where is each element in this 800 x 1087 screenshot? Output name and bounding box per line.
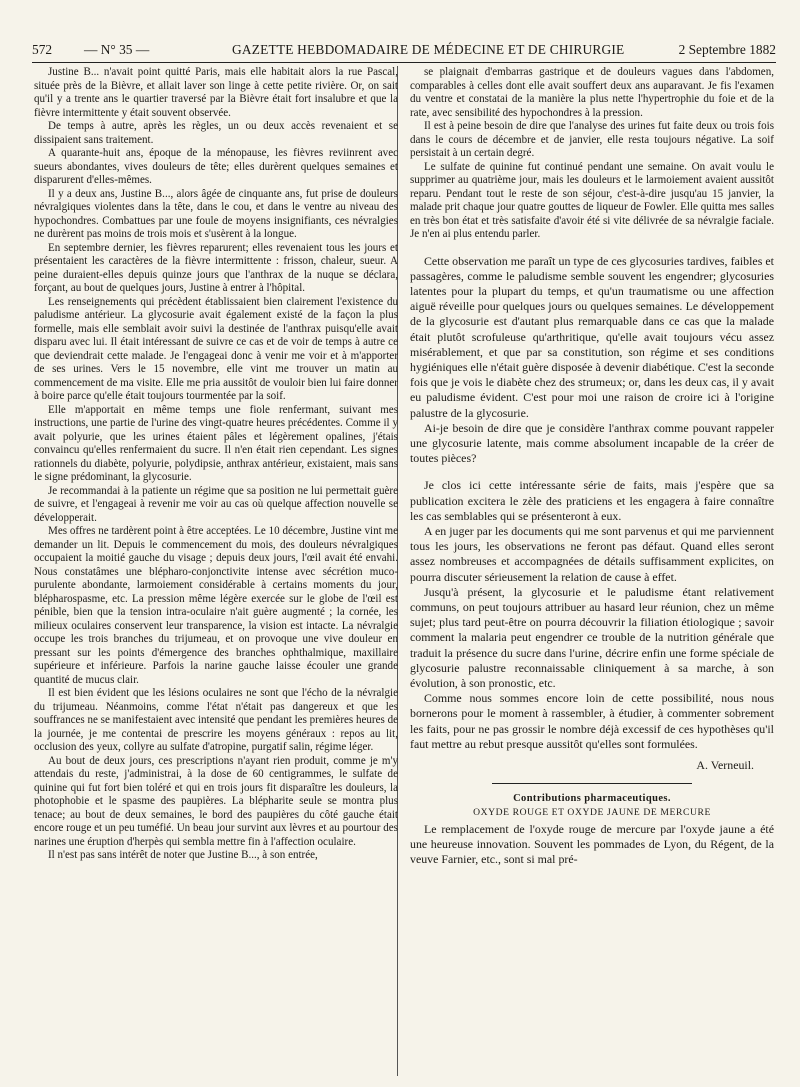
paragraph: Justine B... n'avait point quitté Paris, mais elle habitait alors la rue Pascal, située près de la Bièvre, et allait laver son linge à cette petite rivière. Or, on sait qu'il y a trente ans le quartier traversé par la Bièvre était fort insalubre et que la fièvre intermittente y était souvent observée.: [34, 66, 398, 119]
paragraph: se plaignait d'embarras gastrique et de douleurs vagues dans l'abdomen, comparables à celles dont elle avait souffert deux ans auparavant. Je fis l'examen du ventre et constatai de la manière la plus nette l'hypertrophie du foie et de la rate, avec sensibilité des hypochondres à la pression.: [410, 66, 774, 119]
author-signature: A. Verneuil.: [696, 758, 754, 772]
paragraph: Je clos ici cette intéressante série de faits, mais j'espère que sa publication excitera le zèle des praticiens et les engagera à faire connaître les cas semblables qui se présenteront à eux.: [410, 478, 774, 523]
paragraph: De temps à autre, après les règles, un ou deux accès revenaient et se dissipaient sans traitement.: [34, 120, 398, 146]
paragraph: Il y a deux ans, Justine B..., alors âgée de cinquante ans, fut prise de douleurs névralgiques violentes dans la tête, dans le cou, et dans le ventre au niveau des hypochondres. Combattues par une foule de moyens insignifiants, ces névralgies ne durèrent pas moins de trois mois et s'usèrent à la longue.: [34, 187, 398, 240]
paragraph: Ai-je besoin de dire que je considère l'anthrax comme pouvant rappeler une glycosurie latente, mais comme absolument incapable de la créer de toutes pièces?: [410, 420, 774, 466]
paragraph: Au bout de deux jours, ces prescriptions n'ayant rien produit, comme je m'y attendais du reste, j'administrai, à la dose de 60 centigrammes, le sulfate de quinine qui fut fort bien toléré et qui en trois jours fit disparaître les douleurs, la photophobie et le spasme des paupières. La blépharite seule se montra plus tenace; au bout de deux semaines, le bord des paupières du côté gauche était encore rouge et un peu tuméfié. Un beau jour survint aux lèvres et au pourtour des narines une éruption d'herpès qui sembla mettre fin à l'affection oculaire.: [34, 754, 398, 848]
section-subtitle: OXYDE ROUGE ET OXYDE JAUNE DE MERCURE: [473, 807, 711, 818]
paragraph: Il n'est pas sans intérêt de noter que Justine B..., à son entrée,: [48, 849, 318, 861]
paragraph: Les renseignements qui précèdent établissaient bien clairement l'existence du paludisme antérieur. La glycosurie avait également existé de la façon la plus formelle, mais elle semblait avoir suivi la destinée de l'anthrax puisqu'elle avait disparu avec lui. Il était intéressant de suivre ce cas et de voir de temps à autre ce que deviendrait cette malade. Je l'engageai donc à venir me voir et à m'apporter de ses urines. Vers le 15 novembre, elle vint me trouver un matin au commencement de ma visite. Elle me pria aussitôt de vouloir bien lui faire donner à boire parce qu'elle était toujours tourmentée par la soif.: [34, 295, 398, 402]
paragraph: A quarante-huit ans, époque de la ménopause, les fièvres reviinrent avec sueurs abondantes, vives douleurs de tête; elles durèrent quelques semaines et disparurent d'elles-mêmes.: [34, 147, 398, 186]
right-column: [410, 66, 774, 1076]
section-rule: [492, 783, 692, 784]
paragraph: Je recommandai à la patiente un régime que sa position ne lui permettait guère de suivre, et l'engageai à revenir me voir au cas où quelque affection nouvelle se développerait.: [34, 484, 398, 524]
paragraph: Il est à peine besoin de dire que l'analyse des urines fut faite deux ou trois fois dans le cours de décembre et de janvier, elle resta toujours négative. La soif persistait à un certain degré.: [410, 120, 774, 159]
issue-date: 2 Septembre 1882: [678, 42, 776, 57]
paragraph: En septembre dernier, les fièvres reparurent; elles revenaient tous les jours et présentaient les caractères de la fièvre intermittente : frisson, chaleur, sueur. A peine duraient-elles depuis quinze jours que l'anthrax de la nuque se déclara, forçant, au bout de quelques jours, Justine à entrer à l'hôpital.: [34, 241, 398, 294]
page-number: 572: [32, 42, 53, 57]
paragraph: Mes offres ne tardèrent point à être acceptées. Le 10 décembre, Justine vint me demander un lit. Depuis le commencement du mois, des douleurs névralgiques occupaient la moitié gauche du visage ; depuis deux jours, l'œil avait été envahi. Nous constatâmes une blépharo-conjonctivite intense avec sécrétion muco-purulente abondante, larmoiement considérable à certains moments du jour, blépharospasme, etc. La pression même légère exercée sur le globe de l'œil est pénible, bien que la tension intra-oculaire n'ait guère augmenté ; la cornée, les milieux oculaires conservent leur transparence, la vision est intacte. La névralgie occupe les trois branches du trijumeau, et on provoque une vive douleur en pressant sur les points d'émergence des branches ophthalmique, maxillaire supérieure et inférieure. Parfois la narine gauche laisse écouler une grande quantité de mucus clair.: [34, 525, 398, 686]
section-title: Contributions pharmaceutiques.: [513, 793, 671, 804]
commentary-block: [410, 254, 774, 467]
paragraph: Il est bien évident que les lésions oculaires ne sont que l'écho de la névralgie du trijumeau. Néanmoins, comme l'état n'était pas dangereux et que les souffrances ne se manifestaient avec intensité que pendant les premières heures de la journée, je me contentai de prescrire les moyens généraux : repos au lit, occlusion des yeux, collyre au sulfate d'atropine, purgatif salin, régime léger.: [34, 687, 398, 753]
left-column: [34, 66, 398, 1076]
section-text-block: [410, 822, 774, 868]
page-header: [32, 40, 776, 60]
conclusion-block: [410, 478, 774, 752]
paragraph: Cette observation me paraît un type de ces glycosuries tardives, faibles et passagères, comme le paludisme semble souvent les engendrer; glycosuries latentes pour la plupart du temps, et qu'un traumatisme ou une affection aiguë réveille pour quelques jours ou quelques semaines. Le développement de la glycosurie est d'autant plus remarquable dans ce cas que la malade était plutôt scrofuleuse qu'arthritique, qu'elle avait toujours vécu assez misérablement, et que par sa constitution, son régime et ses conditions hygiéniques elle n'était guère disposée à devenir diabétique. C'est la seconde fois que je vois le diabète chez des strumeux; or, dans les deux cas, il y avait eu paludisme évident. C'est pour moi une raison de croire ici à l'origine palustre de la glycosurie.: [410, 253, 774, 420]
paragraph: A en juger par les documents qui me sont parvenus et qui me parviennent tous les jours, les observations ne feront pas défaut. Quand elles seront assez nombreuses et accompagnées de détails suffisamment explicites, on pourra discuter sérieusement la relation de cause à effet.: [410, 523, 774, 584]
issue-number: — N° 35 —: [84, 42, 150, 57]
paragraph: Elle m'apportait en même temps une fiole renfermant, suivant mes instructions, une partie de l'urine des vingt-quatre heures précédentes. Comme il y avait polyurie, que les urines étaient pâles et légèrement opalines, j'étais convaincu qu'elles renfermaient du sucre. Il n'en était rien cependant. Les signes rationnels du diabète, polyurie, polydipsie, anthrax antérieur, existaient, mais sans le signe prédominant, la glycosurie.: [34, 403, 398, 483]
paragraph: Le remplacement de l'oxyde rouge de mercure par l'oxyde jaune a été une heureuse innovation. Souvent les pommades de Lyon, du Régent, de la veuve Farnier, etc., sont si mal pré-: [410, 822, 774, 867]
paragraph: Le sulfate de quinine fut continué pendant une semaine. On avait voulu le supprimer au quatrième jour, mais les douleurs et le larmoiement avaient aussitôt reparu. Pendant tout le reste de son séjour, c'est-à-dire jusqu'au 15 janvier, la malade prit chaque jour quatre gouttes de liqueur de Fowler. Elle quitta mes salles en très bon état et très satisfaite d'avoir été si vite délivrée de sa névralgie faciale. Je n'en ai plus entendu parler.: [410, 160, 774, 240]
header-rule: [32, 62, 776, 63]
journal-title: GAZETTE HEBDOMADAIRE DE MÉDECINE ET DE CHIRURGIE: [232, 42, 625, 57]
paragraph: Jusqu'à présent, la glycosurie et le paludisme étant relativement communs, on peut toujours attribuer au hasard leur réunion, chez un même sujet; plus tard peut-être on pourra découvrir la filiation étiologique ; savoir comment la malaria peut engendrer ce trouble de la nutrition générale que traduit la présence du sucre dans l'urine, décrire enfin une forme spéciale de glycosurie palustre reconnaissable cliniquement à sa marche, à son évolution, à son pronostic, etc.: [410, 584, 774, 690]
paragraph: Comme nous sommes encore loin de cette possibilité, nous nous bornerons pour le moment à rassembler, à étudier, à commenter sobrement les faits, pour ne pas grossir le nombre déjà excessif de ces hypothèses qu'il faut mettre au rebut presque aussitôt qu'elles sont formulées.: [410, 691, 774, 751]
